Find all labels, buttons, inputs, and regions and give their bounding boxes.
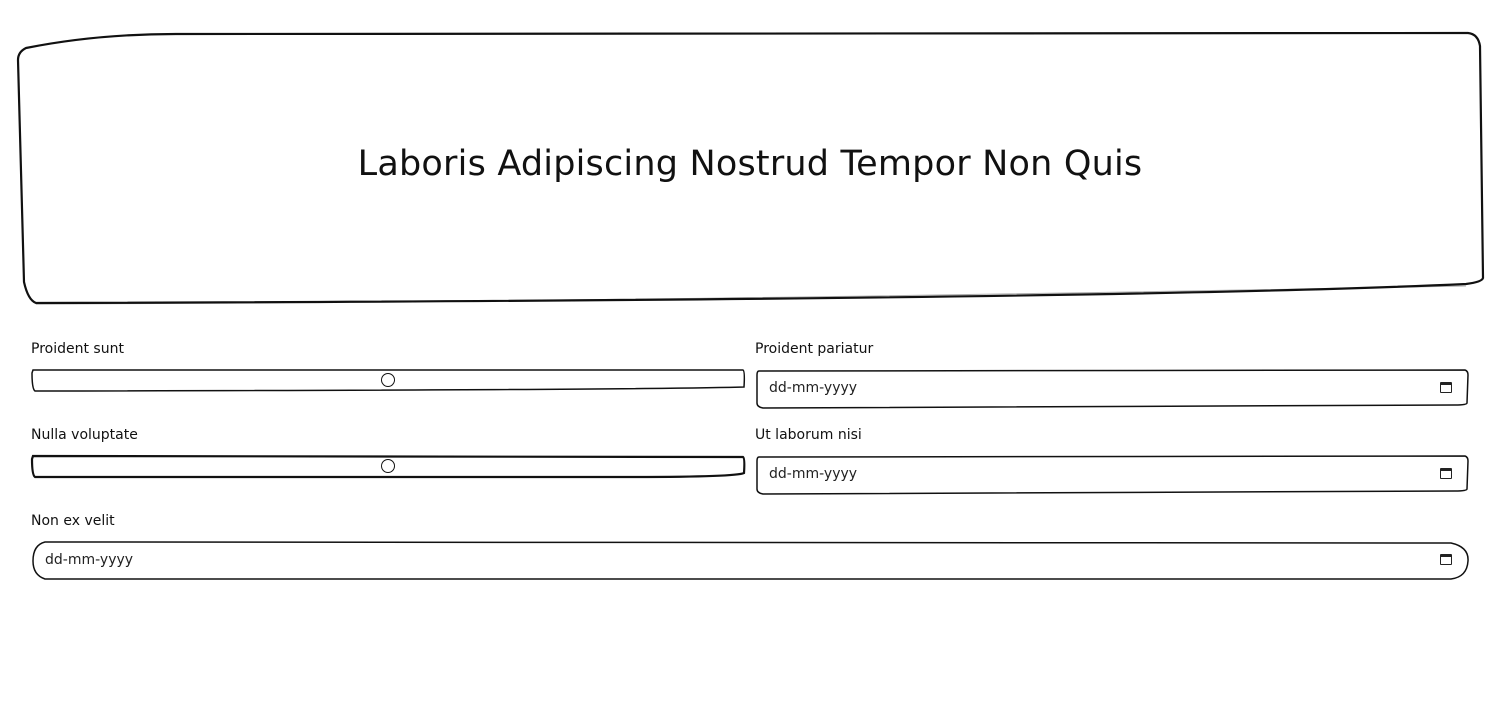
calendar-icon[interactable]	[1440, 468, 1452, 479]
slider-thumb[interactable]	[381, 459, 395, 473]
date-input-border	[755, 369, 1469, 409]
date-input-non-ex-velit[interactable]	[31, 541, 1469, 581]
calendar-icon[interactable]	[1440, 554, 1452, 565]
slider-proident-sunt[interactable]	[31, 369, 745, 393]
calendar-icon[interactable]	[1440, 382, 1452, 393]
field-label-nulla-voluptate: Nulla voluptate	[31, 427, 138, 443]
slider-nulla-voluptate[interactable]	[31, 455, 745, 479]
field-label-proident-sunt: Proident sunt	[31, 341, 124, 357]
date-input-ut-laborum-nisi[interactable]	[755, 455, 1469, 495]
date-input-proident-pariatur[interactable]	[755, 369, 1469, 409]
date-input-border	[755, 455, 1469, 495]
field-label-proident-pariatur: Proident pariatur	[755, 341, 874, 357]
date-placeholder: dd-mm-yyyy	[769, 466, 858, 482]
slider-thumb[interactable]	[381, 373, 395, 387]
date-input-border	[31, 541, 1469, 581]
field-label-non-ex-velit: Non ex velit	[31, 513, 115, 529]
date-placeholder: dd-mm-yyyy	[769, 380, 858, 396]
field-label-ut-laborum-nisi: Ut laborum nisi	[755, 427, 862, 443]
date-placeholder: dd-mm-yyyy	[45, 552, 134, 568]
hero-banner	[16, 32, 1484, 304]
page-title: Laboris Adipiscing Nostrud Tempor Non Quis	[357, 144, 1143, 184]
